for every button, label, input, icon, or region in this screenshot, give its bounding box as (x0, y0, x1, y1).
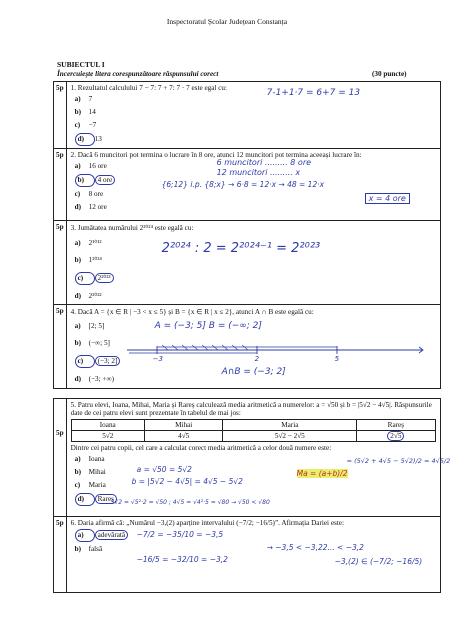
option[interactable]: b) falsă (74, 545, 103, 553)
points-label: (30 puncte) (372, 70, 407, 78)
option[interactable]: a) [2; 5] (74, 322, 105, 330)
question-text: 6. Daria afirmă că: „Numărul −3,(2) aparține intervalului (−7/2; −16/5)”. Afirmația Dariei este: (70, 519, 344, 527)
handwriting-answer: −3,(2) ∈ (−7/2; −16/5) (334, 557, 423, 566)
question-text: 2. Dacă 6 muncitori pot termina o lucrare în 8 ore, atunci 12 muncitori pot termina aceeași lucrare în: (70, 151, 362, 159)
handwriting-note: = (5√2 + 4√5 − 5√2)/2 = 4√5/2 (346, 457, 451, 465)
option[interactable]: a) Ioana (74, 455, 105, 463)
handwriting-note: → −3,5 < −3,22... < −3,2 (266, 543, 364, 552)
option[interactable]: d) 2²⁰²² (74, 292, 102, 300)
option[interactable]: c) −7 (74, 121, 97, 129)
option[interactable]: a) 7 (74, 95, 93, 103)
question-row (54, 399, 441, 517)
question-cell (66, 221, 440, 305)
option[interactable]: b) Mihai (74, 468, 106, 476)
question-text: 5. Patru elevi, Ioana, Mihai, Maria și Rareș calculează media aritmetică a numerelor: a = √50 și b = |5√2 − 4√5|. Răspunsurile date de cei patru elevi sunt prezentate în tabelul de mai jos: (70, 401, 432, 417)
number-line-tick-label: −3 (152, 355, 163, 363)
question-cell (66, 149, 440, 221)
handwriting-note: 2²⁰²⁴ : 2 = 2²⁰²⁴⁻¹ = 2²⁰²³ (161, 241, 321, 256)
handwriting-note: 5√2 = √5²·2 = √50 ; 4√5 = √4²·5 = √80 → √50 < √80 (110, 499, 270, 506)
option[interactable]: a) 16 ore (74, 162, 107, 170)
question-cell (66, 399, 451, 517)
number-line-tick-label: 2 (254, 355, 260, 363)
answers-header-row (71, 420, 435, 431)
question-text: 4. Dacă A = {x ∈ R | −3 < x ≤ 5} și B = {x ∈ R | x ≤ 2}, atunci A ∩ B este egală cu: (70, 308, 314, 316)
score-cell: 5p (54, 517, 67, 593)
question-text: 3. Jumătatea numărului 2²⁰²⁴ este egală cu: (70, 224, 194, 232)
option-selected[interactable]: d) Rareș (75, 493, 436, 506)
handwriting-note: {6;12} i.p. {8;x} → 6·8 = 12·x → 48 = 12·x (161, 180, 325, 189)
student-answer: 4√5 (144, 431, 223, 442)
score-cell: 5p (54, 82, 67, 149)
handwriting-formula: Ma = (a+b)/2 (296, 469, 348, 478)
option-selected[interactable]: a) adevărată (75, 529, 436, 542)
option[interactable]: b) (−∞; 5] (74, 339, 110, 347)
student-name: Maria (223, 420, 357, 431)
handwriting-note: 6 muncitori ......... 8 ore (216, 158, 312, 167)
question-cell (66, 82, 440, 149)
score-cell: 5p (54, 149, 67, 221)
student-answer: 2√5 (357, 431, 435, 442)
score-cell: 5p (54, 305, 67, 389)
question-cell (66, 517, 440, 593)
option-selected[interactable]: d) 13 (75, 133, 436, 146)
spacer (54, 389, 67, 399)
handwriting-note: A = (−3; 5] B = (−∞; 2] (154, 321, 262, 331)
handwriting-answer: A∩B = (−3; 2] (221, 367, 286, 377)
question-row (54, 221, 441, 305)
option-selected[interactable]: c) (−3; 2] (75, 355, 436, 368)
question-row (54, 517, 441, 593)
score-cell: 5p (54, 399, 67, 517)
option-selected[interactable]: b) 4 ore (75, 174, 436, 187)
option[interactable]: d) 12 ore (74, 203, 107, 211)
spacer-row (54, 389, 441, 399)
option-selected[interactable]: c) 2²⁰²³ (75, 272, 436, 285)
handwriting-note: b = |5√2 − 4√5| = 4√5 − 5√2 (131, 477, 243, 486)
option[interactable]: b) 1²⁰²⁴ (74, 256, 102, 264)
answers-table (71, 419, 436, 442)
spacer (66, 389, 440, 399)
score-cell: 5p (54, 221, 67, 305)
question-row (54, 149, 441, 221)
number-line-tick-label: 5 (334, 355, 340, 363)
student-name: Mihai (144, 420, 223, 431)
option[interactable]: b) 14 (74, 108, 96, 116)
handwriting-note: −7/2 = −35/10 = −3,5 (136, 530, 224, 539)
instructions: Încercuiește litera corespunzătoare răspunsului corect (57, 70, 219, 78)
question-text: 1. Rezultatul calculului 7 − 7: 7 + 7: 7 · 7 este egal cu: (70, 84, 228, 92)
handwriting-note: 12 muncitori ......... x (216, 168, 301, 177)
question-row (54, 82, 441, 149)
handwriting-note: a = √50 = 5√2 (136, 465, 192, 474)
subject-title: SUBIECTUL I (57, 60, 105, 69)
page-header: Inspectoratul Școlar Județean Constanța (166, 17, 288, 26)
student-answer: 5√2 (71, 431, 144, 442)
handwriting-note: −16/5 = −32/10 = −3,2 (136, 555, 228, 564)
handwriting-answer: x = 4 ore (365, 193, 410, 204)
answers-value-row (71, 431, 435, 442)
student-name: Rareș (357, 420, 435, 431)
option[interactable]: c) Maria (74, 481, 106, 489)
option[interactable]: d) (−3; +∞) (74, 375, 114, 383)
student-name: Ioana (71, 420, 144, 431)
option[interactable]: c) 8 ore (74, 190, 104, 198)
exam-table (53, 81, 451, 593)
handwriting-note: 7-1+1·7 = 6+7 = 13 (266, 88, 361, 98)
question-cell (66, 305, 440, 389)
option[interactable]: a) 2¹⁰¹² (74, 239, 102, 247)
question-row (54, 305, 441, 389)
question-text: Dintre cei patru copii, cel care a calculat corect media aritmetică a celor două numere este: (70, 444, 332, 452)
student-answer: 5√2 − 2√5 (223, 431, 357, 442)
